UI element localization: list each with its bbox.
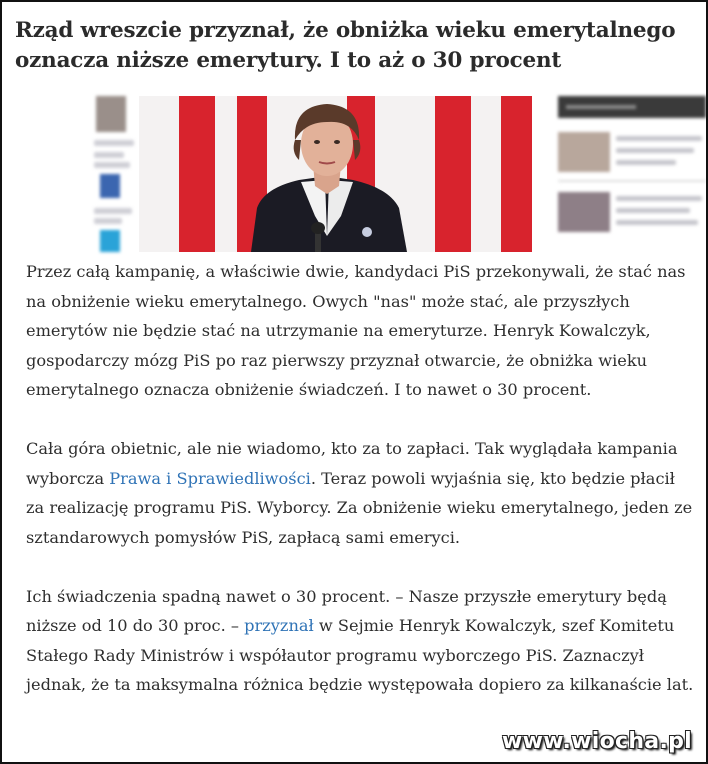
blurred-thumbnail: [558, 192, 610, 232]
blurred-text-line: [566, 105, 636, 109]
paragraph-3: [26, 582, 698, 700]
blurred-text-line: [94, 140, 134, 146]
blurred-text-line: [616, 220, 698, 225]
paragraph-3-text-end: w Sejmie Henryk Kowalczyk, szef Komitetu Stałego Rady Ministrów i współautor programu wyborczego PiS. Zaznaczył jednak, że ta maksymalna różnica będzie występowała dopiero za kilkanaście lat.: [26, 616, 694, 694]
blurred-text-line: [94, 218, 122, 224]
blurred-social-icon: [100, 174, 120, 198]
blurred-social-icon: [100, 230, 120, 252]
paragraph-3-text: Ich świadczenia spadną nawet o 30 procent. – Nasze przyszłe emerytury będą niższe od 10 do 30 proc. –: [26, 586, 667, 635]
blurred-thumbnail: [558, 132, 610, 172]
article-photo: [139, 96, 532, 252]
link-przyznal[interactable]: przyznał: [244, 616, 314, 635]
blurred-text-line: [616, 196, 702, 201]
article-headline: Rząd wreszcie przyznał, że obniżka wieku emerytalnego oznacza niższe emerytury. I to aż o 30 procent: [15, 18, 676, 73]
blurred-text-line: [616, 208, 690, 213]
blurred-text-line: [94, 162, 130, 168]
left-blurred-sidebar: [94, 96, 134, 256]
paragraph-2: [26, 434, 698, 552]
blurred-text-line: [616, 160, 676, 165]
blurred-text-line: [94, 152, 124, 158]
article-body: [26, 257, 698, 729]
blurred-text-line: [94, 208, 132, 214]
blurred-text-line: [616, 136, 702, 141]
speaker-figure: [139, 96, 532, 252]
site-watermark: www.wiocha.pl: [502, 729, 692, 754]
paragraph-2-text: Cała góra obietnic, ale nie wiadomo, kto za to zapłaci. Tak wyglądała kampania wyborcza: [26, 439, 678, 488]
paragraph-2-text-end: . Teraz powoli wyjaśnia się, kto będzie płacił za realizację programu PiS. Wyborcy. Za obniżenie wieku emerytalnego, jeden ze sztandarowych pomysłów PiS, zapłacą sami emeryci.: [26, 468, 693, 547]
paragraph-1: Przez całą kampanię, a właściwie dwie, kandydaci PiS przekonywali, że stać nas na obniżenie wieku emerytalnego. Owych "nas" może stać, ale przyszłych emerytów nie będzie stać na utrzymanie na emeryturze. Henryk Kowalczyk, gospodarczy mózg PiS po raz pierwszy przyznał otwarcie, że obniżka wieku emerytalnego oznacza obniżenie świadczeń. I to nawet o 30 procent.: [26, 262, 686, 399]
blurred-text-line: [616, 148, 694, 153]
blurred-thumbnail: [96, 96, 126, 132]
link-prawa-i-sprawiedliwosci[interactable]: Prawa i Sprawiedliwości: [109, 468, 311, 488]
blurred-divider: [558, 180, 706, 182]
